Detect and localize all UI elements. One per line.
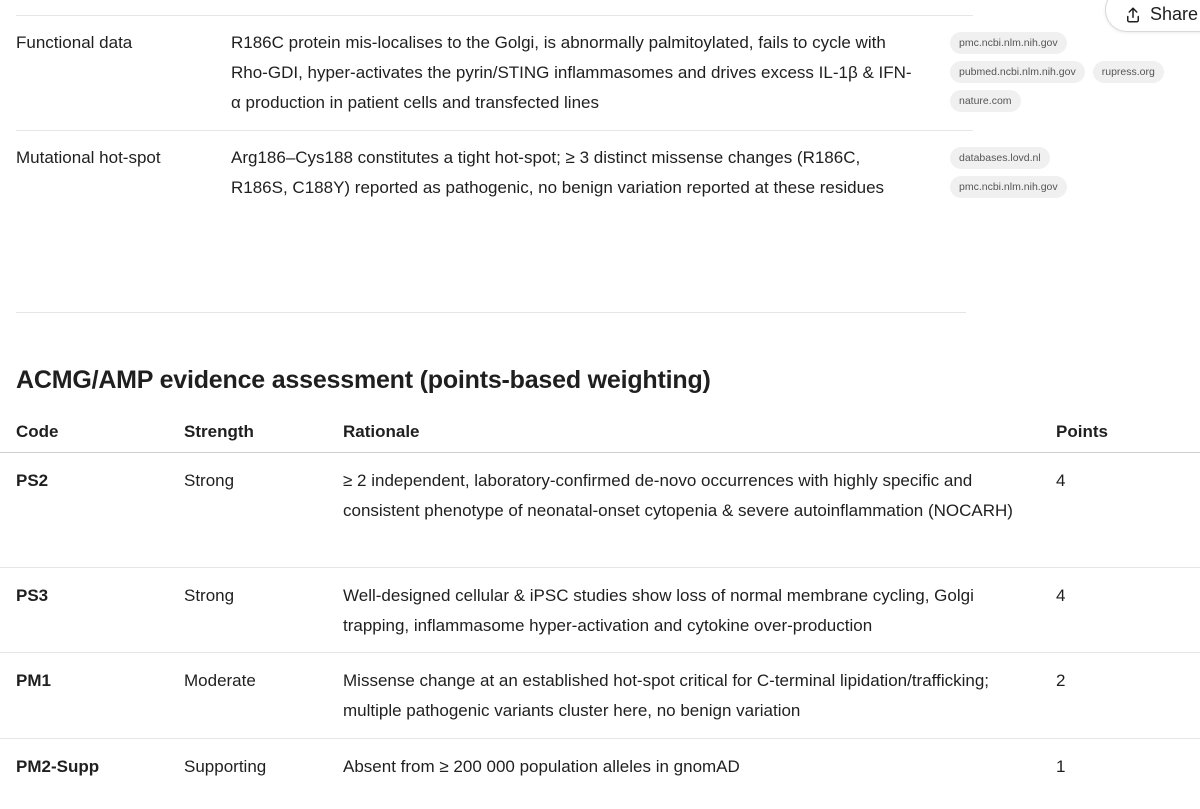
table-row [0, 581, 1200, 653]
source-chip[interactable]: pubmed.ncbi.nlm.nih.gov [950, 61, 1085, 83]
source-chips [950, 147, 1200, 205]
table-row [0, 466, 1200, 568]
row-rationale: Well-designed cellular & iPSC studies show loss of normal membrane cycling, Golgi trapping, inflammasome hyper-activation and cytokine over-production [343, 586, 974, 635]
share-button[interactable] [1105, 0, 1200, 32]
row-strength: Strong [184, 586, 235, 605]
evidence-text: Arg186–Cys188 constitutes a tight hot-spot; ≥ 3 distinct missense changes (R186C, R186S, C188Y) reported as pathogenic, no benign variation reported at these residues [231, 148, 885, 197]
row-code: PM1 [16, 671, 51, 690]
header-points: Points [1056, 422, 1108, 441]
evidence-row-mutational-hot-spot [16, 143, 1058, 253]
row-strength: Moderate [184, 671, 256, 690]
top-divider [16, 15, 973, 16]
row-rationale: ≥ 2 independent, laboratory-confirmed de-novo occurrences with highly specific and consistent phenotype of neonatal-onset cytopenia & severe autoinflammation (NOCARH) [343, 471, 1013, 520]
source-chip[interactable]: databases.lovd.nl [950, 147, 1050, 169]
row-points: 4 [1056, 586, 1066, 605]
evidence-row-functional-data [16, 28, 1155, 131]
row-points: 1 [1056, 757, 1066, 776]
share-label: Share [1150, 4, 1199, 24]
row-code: PS3 [16, 586, 49, 605]
evidence-text: R186C protein mis-localises to the Golgi, is abnormally palmitoylated, fails to cycle with Rho-GDI, hyper-activates the pyrin/STING inflammasomes and drives excess IL-1β & IFN-α production in patient cells and transfected lines [231, 33, 912, 112]
source-chip[interactable]: pmc.ncbi.nlm.nih.gov [950, 176, 1067, 198]
source-chip[interactable]: rupress.org [1093, 61, 1164, 83]
header-code: Code [16, 422, 59, 441]
evidence-label: Functional data [16, 33, 133, 52]
row-code: PS2 [16, 471, 49, 490]
row-strength: Strong [184, 471, 235, 490]
table-row [0, 666, 1200, 739]
row-rationale: Missense change at an established hot-spot critical for C-terminal lipidation/trafficking; multiple pathogenic variants cluster here, no benign variation [343, 671, 989, 720]
section-divider [16, 312, 966, 313]
acmg-table-header [0, 418, 1200, 453]
evidence-label: Mutational hot-spot [16, 148, 161, 167]
row-points: 4 [1056, 471, 1066, 490]
row-code: PM2-Supp [16, 757, 100, 776]
row-points: 2 [1056, 671, 1066, 690]
source-chip[interactable]: pmc.ncbi.nlm.nih.gov [950, 32, 1067, 54]
row-rationale: Absent from ≥ 200 000 population alleles in gnomAD [343, 757, 740, 776]
header-rationale: Rationale [343, 422, 420, 441]
acmg-section-title: ACMG/AMP evidence assessment (points-based weighting) [16, 366, 711, 394]
source-chip[interactable]: nature.com [950, 90, 1021, 112]
row-strength: Supporting [184, 757, 267, 776]
share-icon [1124, 6, 1142, 24]
source-chips [950, 32, 1200, 119]
header-strength: Strength [184, 422, 254, 441]
table-row [0, 752, 1200, 802]
